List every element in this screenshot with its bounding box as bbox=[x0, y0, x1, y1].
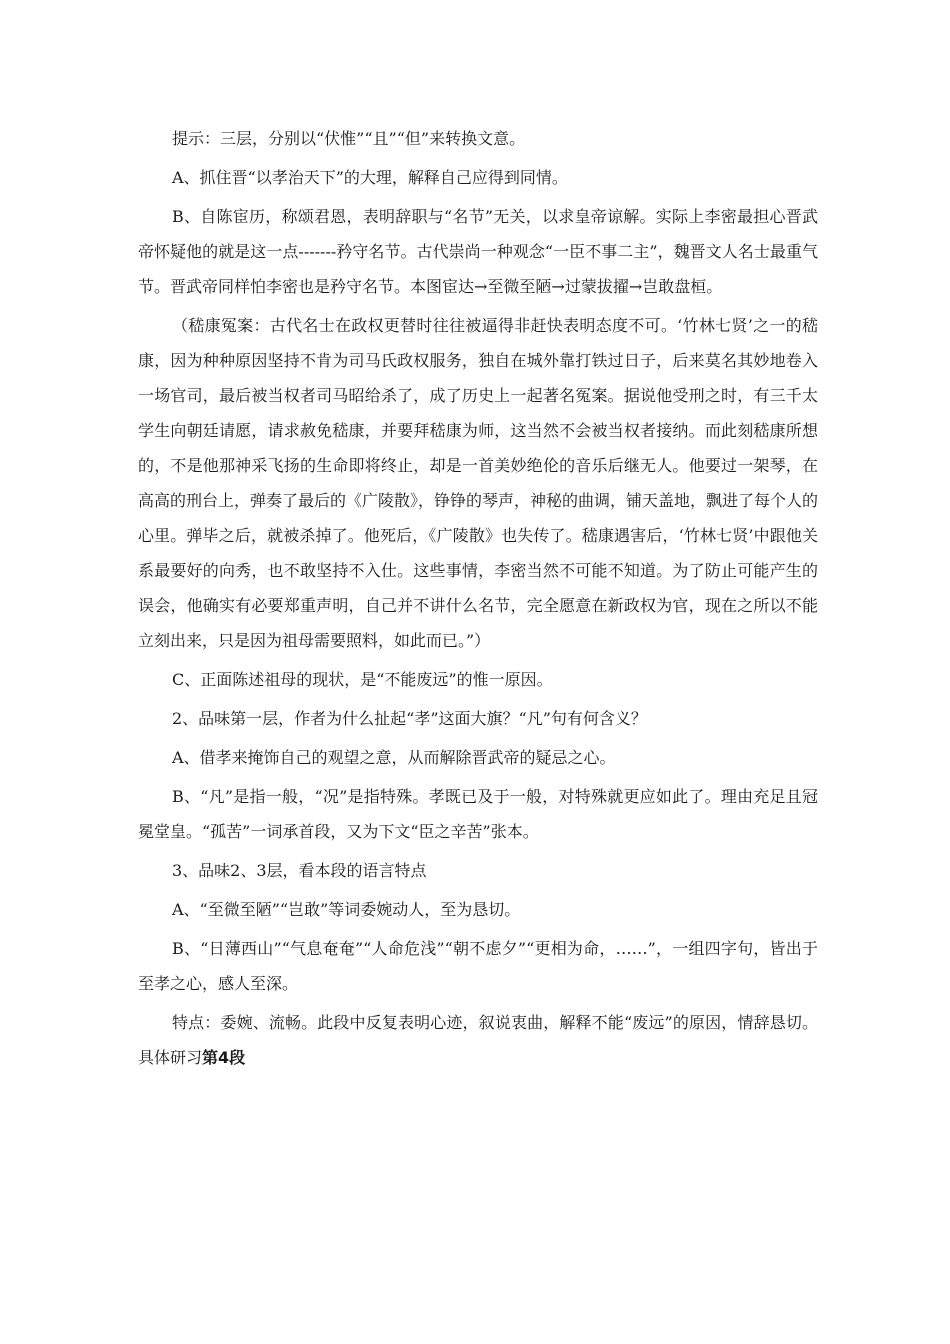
question-3-paragraph: 3、品味2、3层，看本段的语言特点 bbox=[172, 861, 427, 880]
point-b-paragraph: B、自陈宦历，称颂君恩，表明辞职与“名节”无关，以求皇帝谅解。实际上李密最担心晋武帝怀疑他的就是这一点-------矜守名节。古代崇尚一种观念“一臣不事二主”，魏晋文人名士最重气节。晋武帝同样怕李密也是矜守名节。本图宦达→至微至陋→过蒙拔擢→岂敢盘桓。 bbox=[138, 207, 818, 296]
hint-paragraph: 提示：三层，分别以“伏惟”“且”“但”来转换文意。 bbox=[172, 129, 526, 148]
point-c-paragraph: C、正面陈述祖母的现状，是“不能废远”的惟一原因。 bbox=[172, 670, 553, 689]
answer-2b-paragraph: B、“凡”是指一般，“况”是指特殊。孝既已及于一般，对特殊就更应如此了。理由充足且冠冕堂皇。“孤苦”一词承首段，又为下文“臣之辛苦”张本。 bbox=[138, 787, 818, 841]
summary-text: 特点：委婉、流畅。此段中反复表明心迹，叙说衷曲，解释不能“废远”的原因，情辞恳切。具体研习 bbox=[138, 1013, 818, 1067]
section-heading: 第4段 bbox=[202, 1048, 246, 1067]
point-a-paragraph: A、抓住晋“以孝治天下”的大理，解释自己应得到同情。 bbox=[172, 168, 568, 187]
answer-2a-paragraph: A、借孝来掩饰自己的观望之意，从而解除晋武帝的疑忌之心。 bbox=[172, 748, 616, 767]
answer-3b-paragraph: B、“日薄西山”“气息奄奄”“人命危浅”“朝不虑夕”“更相为命，……”，一组四字句，皆出于至孝之心，感人至深。 bbox=[138, 939, 818, 993]
summary-paragraph bbox=[138, 1005, 818, 1075]
question-2-paragraph: 2、品味第一层，作者为什么扯起“孝”这面大旗？“凡”句有何含义？ bbox=[172, 709, 647, 728]
jikang-case-paragraph: （嵇康冤案：古代名士在政权更替时往往被逼得非赶快表明态度不可。‘竹林七贤’之一的嵇康，因为种种原因坚持不肯为司马氏政权服务，独自在城外靠打铁过日子，后来莫名其妙地卷入一场官司，最后被当权者司马昭给杀了，成了历史上一起著名冤案。据说他受刑之时，有三千太学生向朝廷请愿，请求赦免嵇康，并要拜嵇康为师，这当然不会被当权者接纳。而此刻嵇康所想的，不是他那神采飞扬的生命即将终止，却是一首美妙绝伦的音乐后继无人。他要过一架琴，在高高的刑台上，弹奏了最后的《广陵散》，铮铮的琴声，神秘的曲调，铺天盖地，飘进了每个人的心里。弹毕之后，就被杀掉了。他死后，《广陵散》也失传了。嵇康遇害后，‘竹林七贤’中跟他关系最要好的向秀，也不敢坚持不入仕。这些事情，李密当然不可能不知道。为了防止可能产生的误会，他确实有必要郑重声明，自己并不讲什么名节，完全愿意在新政权为官，现在之所以不能立刻出来，只是因为祖母需要照料，如此而已。”） bbox=[138, 316, 819, 650]
answer-3a-paragraph: A、“至微至陋”“岂敢”等词委婉动人，至为恳切。 bbox=[172, 900, 521, 919]
document-body bbox=[138, 121, 818, 1075]
